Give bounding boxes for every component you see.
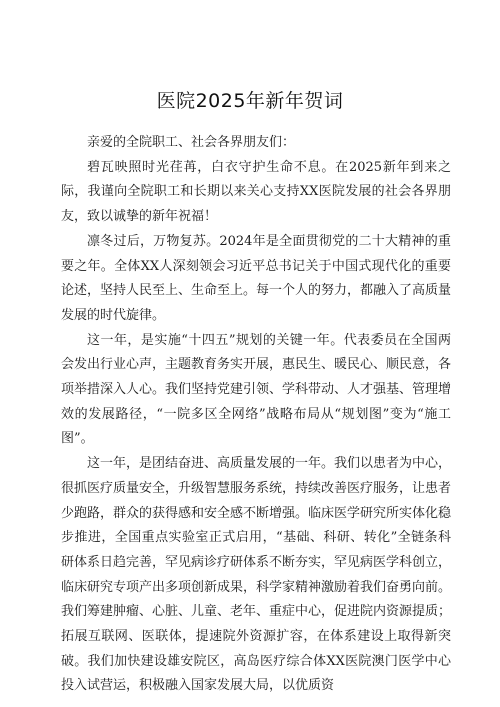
- document-body: [61, 131, 451, 699]
- salutation: 亲爱的全院职工、社会各界朋友们：: [87, 135, 296, 150]
- paragraph-2: 凛冬过后，万物复苏。2024年是全面贯彻党的二十大精神的重要之年。全体XX人深刻领会习近平总书记关于中国式现代化的重要论述，坚持人民至上、生命至上。每一个人的努力，都融入了高质量发展的时代旋律。: [61, 233, 452, 323]
- paragraph-3: 这一年，是实施“十四五”规划的关键一年。代表委员在全国两会发出行业心声，主题教育务实开展，惠民生、暖民心、顺民意，各项举措深入人心。我们坚持党建引领、学科带动、人才强基、管理增效的发展路径，“一院多区全网络”战略布局从“规划图”变为“施工图”。: [61, 332, 452, 447]
- paragraph-4: 这一年，是团结奋进、高质量发展的一年。我们以患者为中心，很抓医疗质量安全，升级智慧服务系统，持续改善医疗服务，让患者少跑路，群众的获得感和安全感不断增强。临床医学研究所实体化稳步推进，全国重点实验室正式启用，“基础、科研、转化”全链条科研体系日趋完善，罕见病诊疗研体系不断夯实，罕见病医学科创立，临床研究专项产出多项创新成果，科学家精神激励着我们奋勇向前。我们筹建肿瘤、心脏、儿童、老年、重症中心，促进院内资源提质；拓展互联网、医联体，提速院外资源扩容，在体系建设上取得新突破。我们加快建设雄安院区，高岛医疗综合体XX医院澳门医学中心投入试营运，积极融入国家发展大局，以优质资: [61, 456, 452, 694]
- document-title: 医院2025年新年贺词: [156, 90, 344, 112]
- paragraph-1: 碧瓦映照时光荏苒，白衣守护生命不息。在2025新年到来之际，我谨向全院职工和长期以来关心支持XX医院发展的社会各界朋友，致以诚挚的新年祝福！: [61, 159, 451, 225]
